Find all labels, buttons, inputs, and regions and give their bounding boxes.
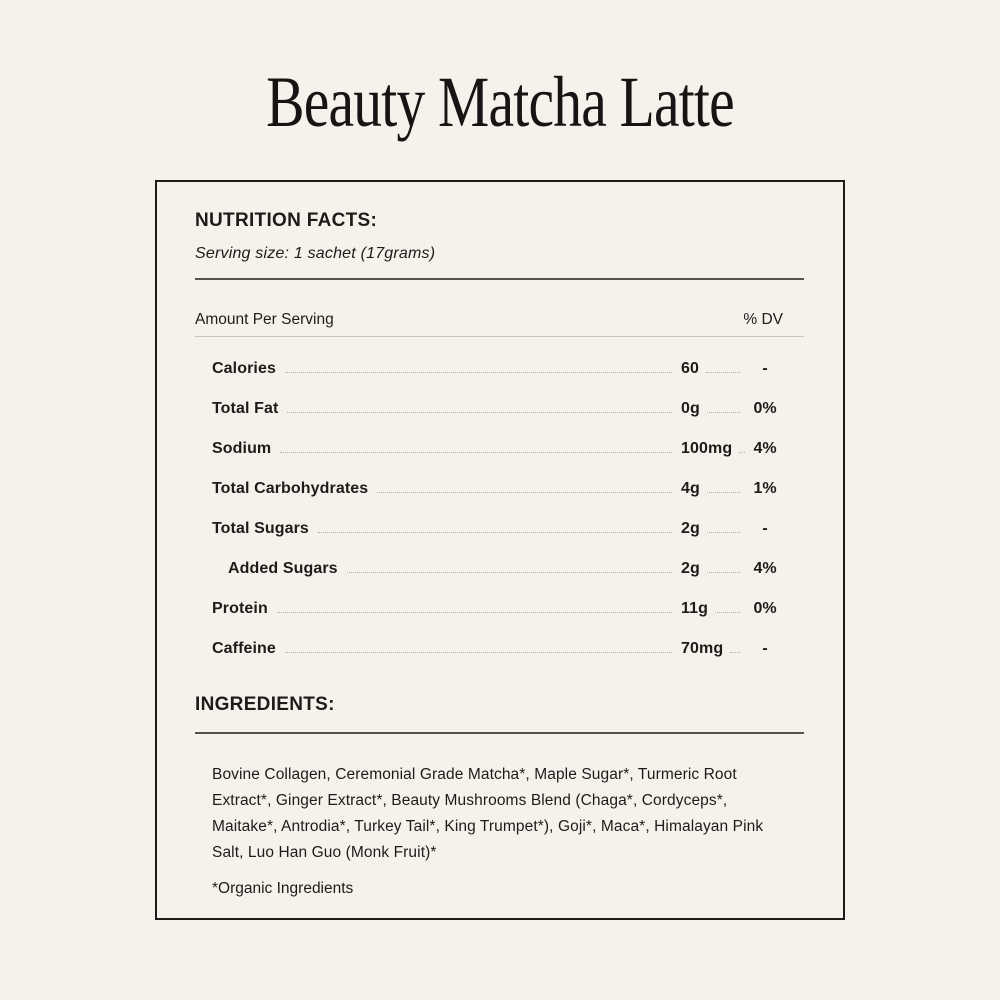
dotted-leader xyxy=(730,652,740,653)
nutrition-facts-heading: NUTRITION FACTS: xyxy=(195,210,378,231)
nutrient-dv: - xyxy=(762,520,768,537)
organic-footnote: *Organic Ingredients xyxy=(212,880,354,897)
nutrient-value: 4g xyxy=(681,480,700,497)
nutrient-dv: - xyxy=(762,640,768,657)
nutrient-value: 60 xyxy=(681,360,699,377)
nutrient-value-cell xyxy=(681,600,747,617)
nutrient-label: Added Sugars xyxy=(228,560,338,577)
nutrient-value: 11g xyxy=(681,600,708,617)
nutrient-value-cell xyxy=(681,560,747,577)
serving-size: Serving size: 1 sachet (17grams) xyxy=(195,245,436,262)
nutrient-dv: 1% xyxy=(753,480,777,497)
nutrition-row xyxy=(212,440,783,457)
ingredients-heading: INGREDIENTS: xyxy=(195,694,335,715)
nutrient-value-cell xyxy=(681,400,747,417)
nutrient-label: Caffeine xyxy=(212,640,276,657)
nutrient-value: 2g xyxy=(681,560,700,577)
nutrition-row xyxy=(212,480,783,497)
amount-per-serving-header: Amount Per Serving xyxy=(195,311,334,328)
dotted-leader xyxy=(285,372,672,373)
nutrient-dv: 4% xyxy=(753,440,777,457)
nutrition-row xyxy=(212,640,783,657)
nutrition-row xyxy=(212,560,783,577)
dotted-leader xyxy=(377,492,672,493)
dotted-leader xyxy=(707,492,740,493)
dotted-leader xyxy=(706,372,740,373)
dotted-leader xyxy=(277,612,672,613)
header-underline xyxy=(195,336,804,337)
nutrient-dv: 0% xyxy=(753,600,777,617)
nutrient-dv: - xyxy=(762,360,768,377)
dotted-leader xyxy=(739,452,745,453)
percent-dv-header: % DV xyxy=(743,311,783,328)
nutrient-label: Protein xyxy=(212,600,268,617)
nutrient-label: Total Fat xyxy=(212,400,279,417)
nutrition-row xyxy=(212,360,783,377)
nutrition-panel xyxy=(155,180,845,920)
nutrition-row xyxy=(212,400,783,417)
divider-rule xyxy=(195,278,804,280)
product-title: Beauty Matcha Latte xyxy=(266,62,734,142)
nutrient-value: 0g xyxy=(681,400,700,417)
nutrient-value-cell xyxy=(681,640,747,657)
nutrient-value: 2g xyxy=(681,520,700,537)
dotted-leader xyxy=(285,652,672,653)
dotted-leader xyxy=(287,412,672,413)
nutrient-value-cell xyxy=(681,520,747,537)
divider-rule xyxy=(195,732,804,734)
table-header xyxy=(195,311,804,329)
nutrient-dv: 0% xyxy=(753,400,777,417)
nutrient-value-cell xyxy=(681,480,747,497)
dotted-leader xyxy=(347,572,672,573)
dotted-leader xyxy=(707,532,740,533)
ingredients-text: Bovine Collagen, Ceremonial Grade Matcha*, Maple Sugar*, Turmeric Root Extract*, Ginger Extract*, Beauty Mushrooms Blend (Chaga*, Cordyceps*, Maitake*, Antrodia*, Turkey Tail*, King Trumpet*), Goji*, Maca*, Himalayan Pink Salt, Luo Han Guo (Monk Fruit)* xyxy=(212,766,764,861)
nutrient-value-cell xyxy=(681,440,747,457)
nutrient-label: Total Sugars xyxy=(212,520,309,537)
dotted-leader xyxy=(715,612,740,613)
nutrient-label: Sodium xyxy=(212,440,272,457)
nutrition-rows xyxy=(195,360,804,657)
nutrient-label: Total Carbohydrates xyxy=(212,480,369,497)
dotted-leader xyxy=(318,532,672,533)
nutrient-label: Calories xyxy=(212,360,276,377)
nutrient-dv: 4% xyxy=(753,560,777,577)
dotted-leader xyxy=(707,412,740,413)
nutrient-value: 100mg xyxy=(681,440,733,457)
dotted-leader xyxy=(280,452,672,453)
nutrient-value-cell xyxy=(681,360,747,377)
nutrition-row xyxy=(212,600,783,617)
nutrition-row xyxy=(212,520,783,537)
nutrient-value: 70mg xyxy=(681,640,724,657)
dotted-leader xyxy=(707,572,740,573)
